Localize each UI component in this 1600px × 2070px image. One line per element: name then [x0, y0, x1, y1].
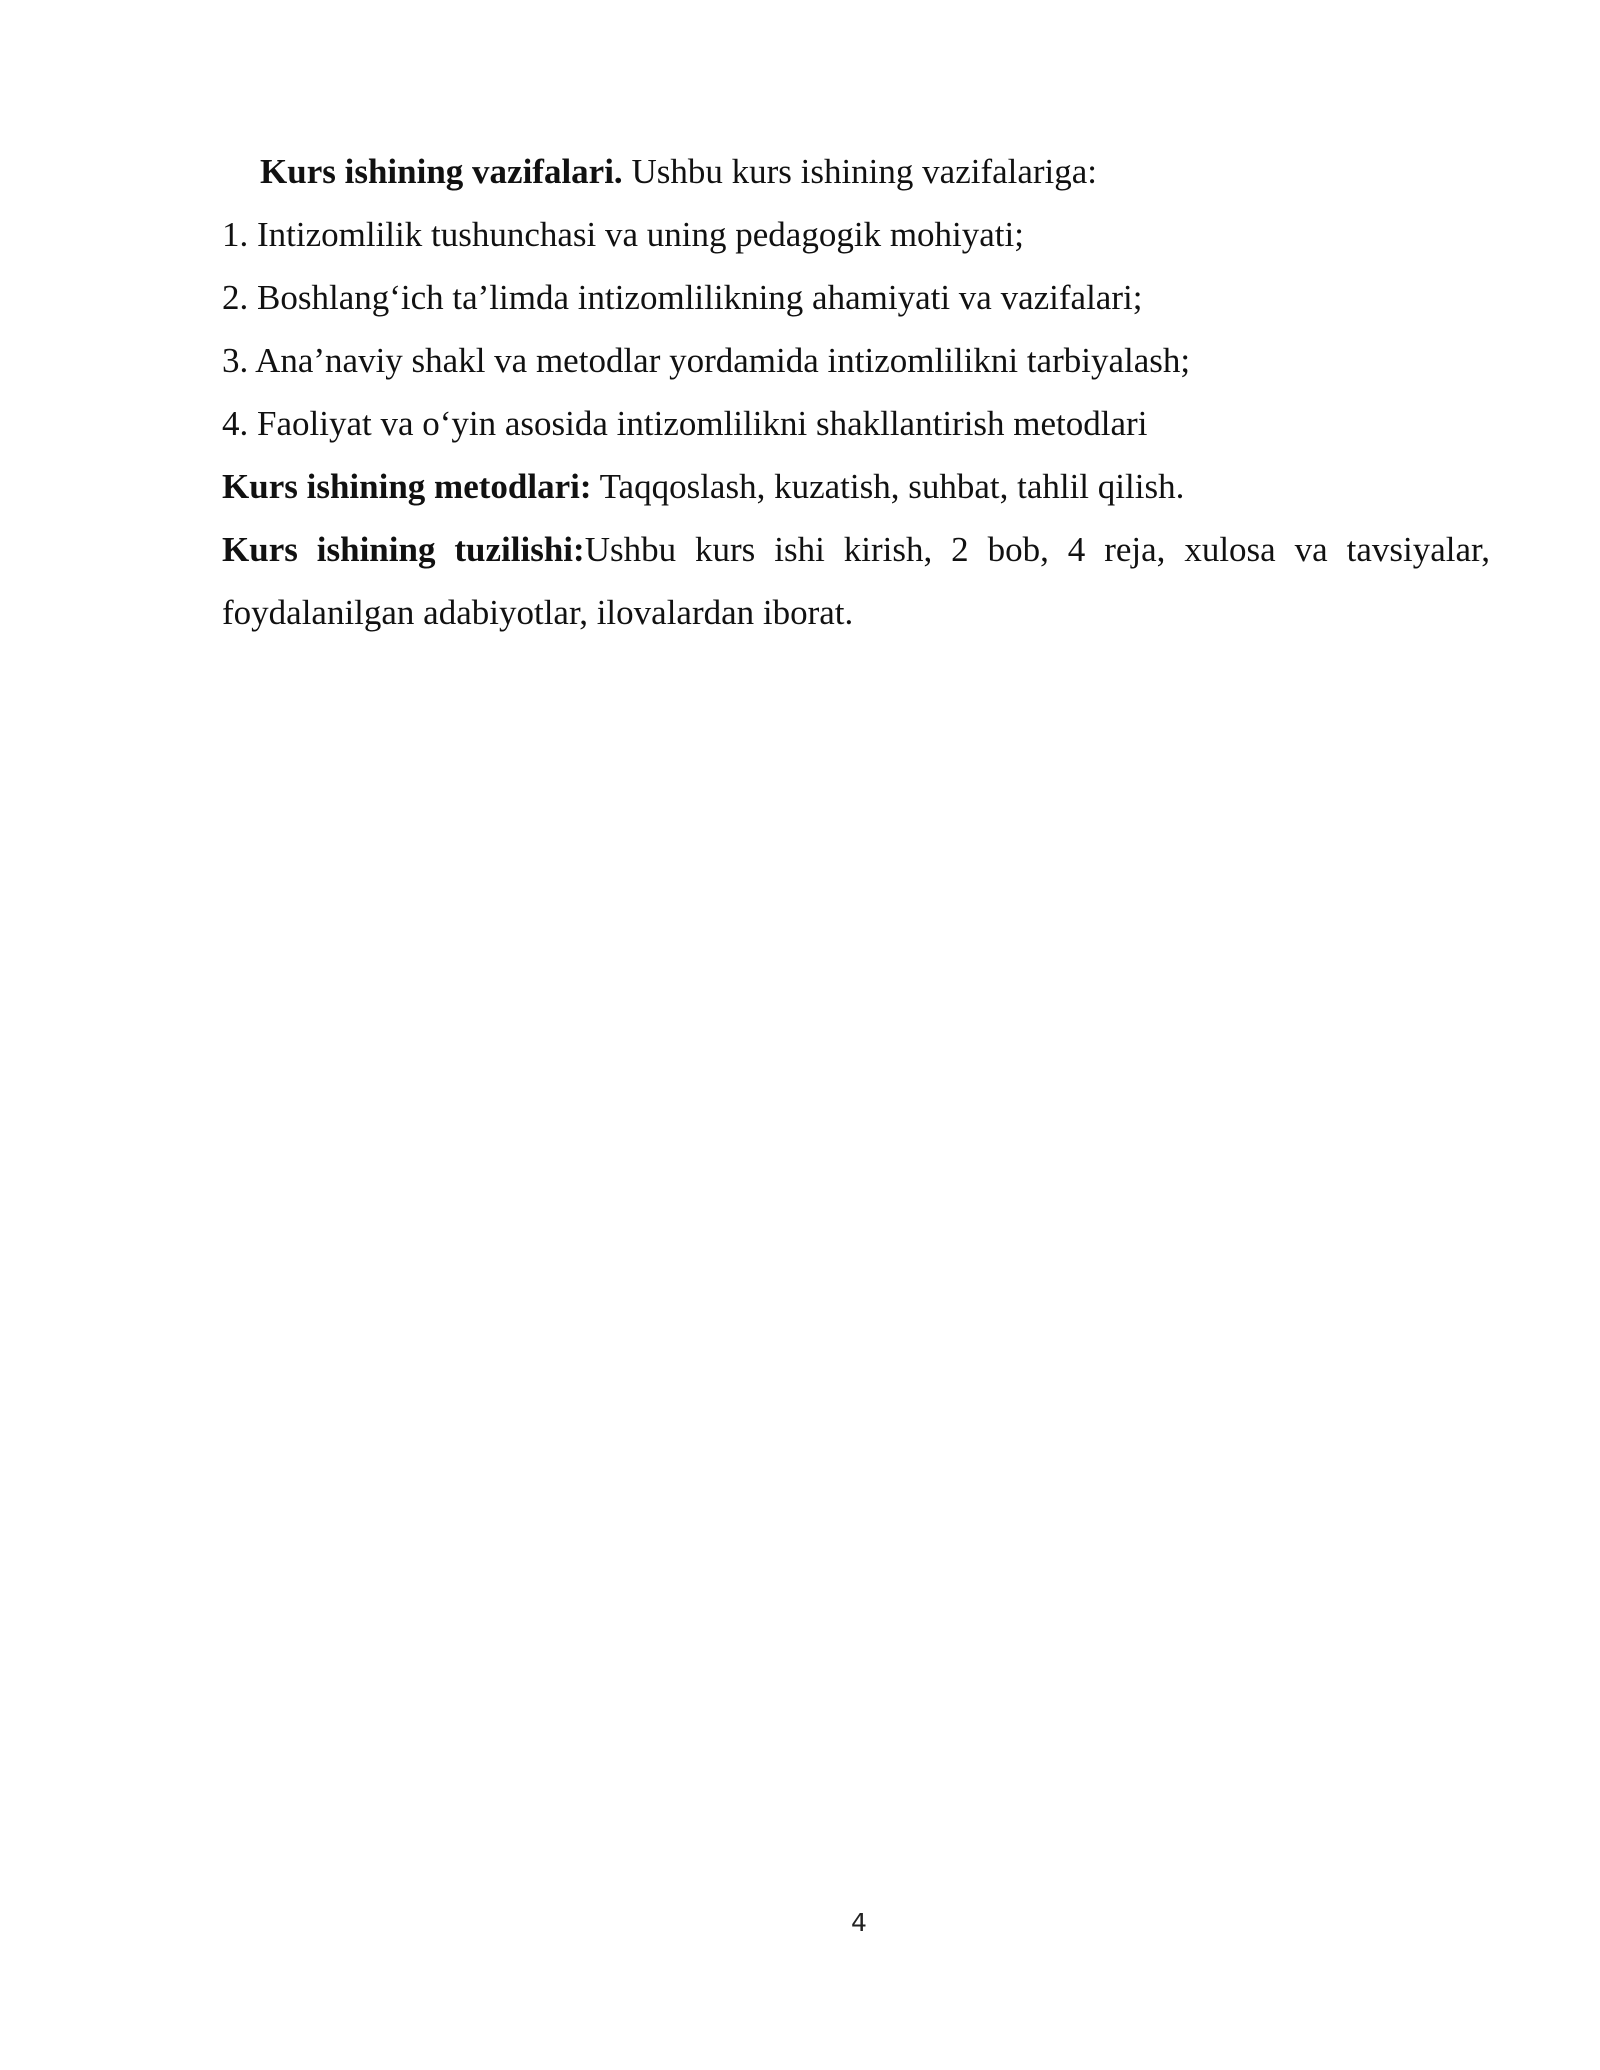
- structure-heading: Kurs ishining tuzilishi:: [222, 530, 585, 569]
- tasks-intro: Ushbu kurs ishining vazifalariga:: [622, 152, 1098, 191]
- tasks-heading: Kurs ishining vazifalari.: [260, 152, 623, 191]
- structure-paragraph: [222, 518, 1490, 644]
- methods-heading: Kurs ishining metodlari:: [222, 467, 592, 506]
- methods-paragraph: [222, 455, 1490, 518]
- structure-text: Ushbu kurs ishi kirish, 2 bob, 4 reja, xulosa va tavsiyalar, foydalanilgan adabiyotlar, ilovalardan iborat.: [222, 530, 1491, 632]
- page-content: [222, 140, 1490, 644]
- page-number: 4: [851, 1908, 867, 1937]
- tasks-paragraph: [222, 140, 1490, 203]
- task-item-1: 1. Intizomlilik tushunchasi va uning pedagogik mohiyati;: [222, 215, 1024, 254]
- task-item-3: 3. Ana’naviy shakl va metodlar yordamida intizomlilikni tarbiyalash;: [222, 341, 1191, 380]
- task-item-4: 4. Faoliyat va o‘yin asosida intizomlilikni shakllantirish metodlari: [222, 404, 1148, 443]
- methods-text: Taqqoslash, kuzatish, suhbat, tahlil qilish.: [591, 467, 1185, 506]
- task-item-2: 2. Boshlang‘ich ta’limda intizomlilikning ahamiyati va vazifalari;: [222, 278, 1143, 317]
